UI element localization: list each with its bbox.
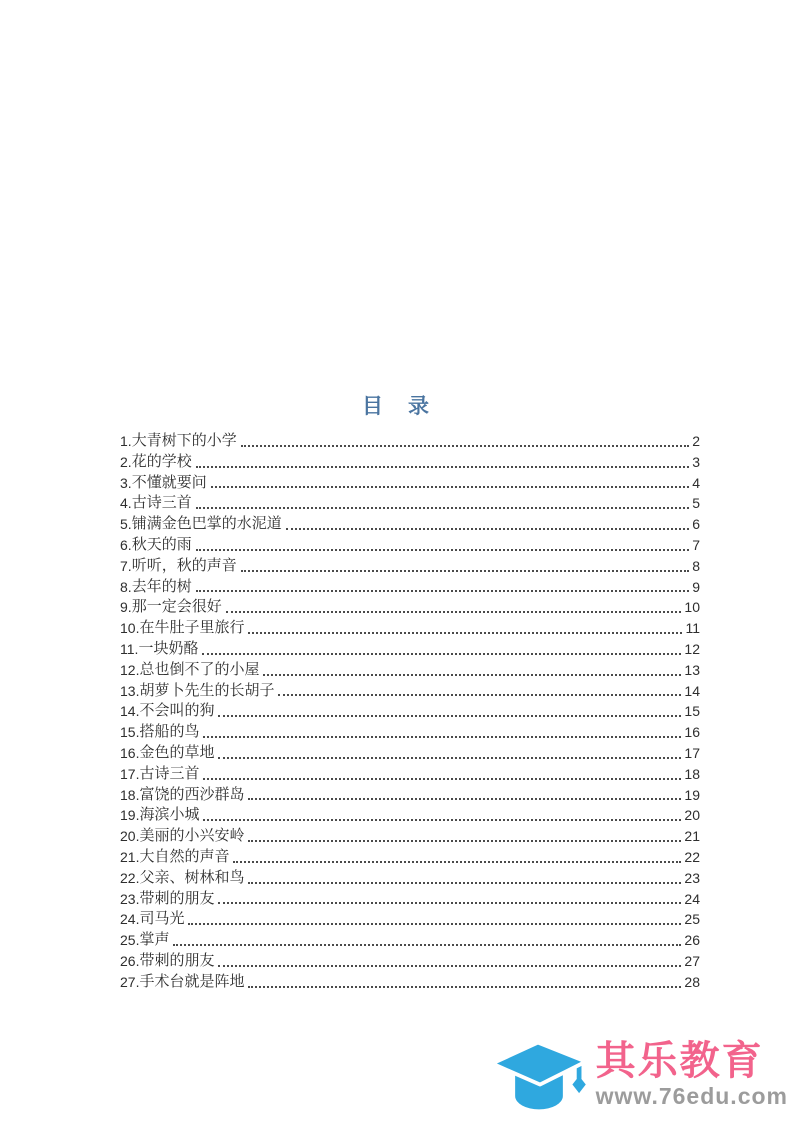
- toc-entry[interactable]: [120, 805, 700, 826]
- dot-leader: [286, 528, 690, 530]
- dot-leader: [196, 466, 690, 468]
- toc-entry-number: 6.: [120, 536, 132, 553]
- toc-entry-title: 金色的草地: [139, 744, 215, 761]
- toc-entry-title: 带刺的朋友: [139, 952, 215, 969]
- toc-entry-title: 掌声: [139, 932, 170, 949]
- toc-entry-title: 去年的树: [131, 578, 192, 595]
- toc-entry-number: 23.: [120, 890, 140, 907]
- toc-entry-number: 19.: [120, 807, 140, 824]
- toc-entry-page: 7: [692, 536, 700, 553]
- dot-leader: [218, 902, 681, 904]
- toc-entry[interactable]: [120, 722, 700, 743]
- toc-entry-title: 父亲、树林和鸟: [139, 869, 245, 886]
- dot-leader: [241, 570, 690, 572]
- toc-entry[interactable]: [120, 514, 700, 535]
- toc-entry-title: 古诗三首: [131, 495, 192, 512]
- toc-entry-number: 16.: [120, 744, 140, 761]
- toc-entry-page: 13: [684, 661, 700, 678]
- toc-entry[interactable]: [120, 597, 700, 618]
- toc-entry[interactable]: [120, 452, 700, 473]
- toc-entry-number: 10.: [120, 620, 140, 637]
- toc-entry-title: 富饶的西沙群岛: [139, 786, 245, 803]
- toc-entry[interactable]: [120, 826, 700, 847]
- toc-entry[interactable]: [120, 556, 700, 577]
- dot-leader: [248, 986, 681, 988]
- toc-entry-title: 在牛肚子里旅行: [139, 620, 245, 637]
- toc-entry[interactable]: [120, 660, 700, 681]
- dot-leader: [203, 778, 681, 780]
- toc-entry[interactable]: [120, 909, 700, 930]
- dot-leader: [248, 882, 681, 884]
- toc-entry-number: 3.: [120, 474, 132, 491]
- toc-entry[interactable]: [120, 785, 700, 806]
- toc-entry-title: 不会叫的狗: [139, 703, 215, 720]
- toc-entry[interactable]: [120, 701, 700, 722]
- toc-entry-title: 美丽的小兴安岭: [139, 828, 245, 845]
- toc-entry[interactable]: [120, 535, 700, 556]
- dot-leader: [196, 507, 690, 509]
- toc-entry-number: 1.: [120, 433, 132, 449]
- toc-entry-title: 司马光: [139, 911, 185, 928]
- dot-leader: [248, 632, 682, 634]
- toc-entry-number: 5.: [120, 516, 132, 533]
- dot-leader: [188, 923, 681, 925]
- dot-leader: [218, 715, 681, 717]
- toc-entry-number: 22.: [120, 869, 140, 886]
- toc-entry-page: 18: [684, 765, 700, 782]
- dot-leader: [263, 674, 681, 676]
- toc-entry-title: 带刺的朋友: [139, 890, 215, 907]
- toc-entry[interactable]: [120, 889, 700, 910]
- toc-entry-title: 秋天的雨: [131, 536, 192, 553]
- toc-entry-page: 15: [684, 703, 700, 720]
- brand-url[interactable]: www.76edu.com: [595, 1083, 788, 1110]
- toc-entry[interactable]: [120, 681, 700, 702]
- toc-entry-page: 20: [684, 807, 700, 824]
- toc-entry-number: 14.: [120, 703, 140, 720]
- toc-entry-page: 17: [684, 744, 700, 761]
- toc-entry-page: 22: [684, 848, 700, 865]
- brand-name: 其乐教育: [595, 1039, 764, 1084]
- brand-logo: [486, 1033, 788, 1117]
- toc-entry-page: 11: [685, 620, 700, 637]
- toc-entry-title: 海滨小城: [139, 807, 200, 824]
- toc-entry-page: 8: [692, 557, 700, 574]
- toc-entry-number: 25.: [120, 932, 140, 949]
- toc-entry-page: 14: [684, 682, 700, 699]
- dot-leader: [233, 861, 681, 863]
- toc-entry[interactable]: [120, 493, 700, 514]
- dot-leader: [196, 549, 690, 551]
- toc-entry-page: 10: [684, 599, 700, 616]
- toc-entry[interactable]: [120, 972, 700, 993]
- dot-leader: [226, 611, 682, 613]
- toc-entry-title: 古诗三首: [139, 765, 200, 782]
- toc-entry-title: 铺满金色巴掌的水泥道: [131, 516, 282, 533]
- toc-entry-page: 5: [692, 495, 700, 512]
- dot-leader: [202, 653, 681, 655]
- graduation-cap-icon: [486, 1033, 592, 1117]
- toc-entry[interactable]: [120, 473, 700, 494]
- toc-entry-title: 搭船的鸟: [139, 724, 200, 741]
- dot-leader: [241, 445, 690, 447]
- toc-entry-page: 9: [692, 578, 700, 595]
- brand-text-block: [596, 1040, 788, 1109]
- toc-entry-page: 16: [684, 724, 700, 741]
- toc-entry-title: 一块奶酪: [138, 640, 199, 657]
- toc-entry-number: 4.: [120, 495, 132, 512]
- dot-leader: [278, 694, 681, 696]
- dot-leader: [211, 486, 690, 488]
- toc-entry-page: 23: [684, 869, 700, 886]
- dot-leader: [248, 840, 681, 842]
- toc-entry-title: 胡萝卜先生的长胡子: [139, 682, 275, 699]
- toc-entry-number: 7.: [120, 557, 132, 574]
- toc-entry-page: 2: [692, 433, 700, 449]
- toc-entry[interactable]: [120, 577, 700, 598]
- toc-entry-page: 12: [684, 640, 700, 657]
- toc-entry-page: 21: [684, 828, 700, 845]
- toc-entry-number: 24.: [120, 911, 140, 928]
- toc-entry-page: 6: [692, 516, 700, 533]
- toc-entry[interactable]: [120, 847, 700, 868]
- toc-entry-title: 不懂就要问: [131, 474, 207, 491]
- toc-entry[interactable]: [120, 639, 700, 660]
- toc-entry[interactable]: [120, 868, 700, 889]
- toc-entry-number: 20.: [120, 828, 140, 845]
- toc-entry-number: 12.: [120, 661, 140, 678]
- toc-entry-page: 25: [684, 911, 700, 928]
- dot-leader: [203, 736, 681, 738]
- toc-entry-number: 2.: [120, 453, 132, 470]
- dot-leader: [203, 819, 681, 821]
- toc-entry-page: 19: [684, 786, 700, 803]
- toc-entry-title: 花的学校: [131, 453, 192, 470]
- toc-entry[interactable]: [120, 930, 700, 951]
- toc-entry-page: 27: [684, 952, 700, 969]
- toc-entry-number: 18.: [120, 786, 140, 803]
- dot-leader: [248, 798, 681, 800]
- toc-entry[interactable]: [120, 764, 700, 785]
- toc-entry-page: 28: [684, 973, 700, 990]
- toc-entry-title: 那一定会很好: [131, 599, 222, 616]
- toc-entry-number: 8.: [120, 578, 132, 595]
- toc-entry[interactable]: [120, 743, 700, 764]
- dot-leader: [218, 757, 681, 759]
- toc-entry-page: 3: [692, 453, 700, 470]
- toc-entry-title: 大青树下的小学: [131, 433, 237, 449]
- dot-leader: [218, 965, 681, 967]
- toc-entry[interactable]: [120, 431, 700, 452]
- toc-title: 目 录: [362, 394, 431, 418]
- toc-entry[interactable]: [120, 951, 700, 972]
- toc-entry-page: 4: [692, 474, 700, 491]
- toc-entry-number: 26.: [120, 952, 140, 969]
- toc-entry-title: 手术台就是阵地: [139, 973, 245, 990]
- toc-entry-page: 24: [684, 890, 700, 907]
- toc-entry-number: 21.: [120, 848, 140, 865]
- toc-entry-title: 听听，秋的声音: [131, 557, 237, 574]
- toc-entry-page: 26: [684, 932, 700, 949]
- toc-entry-number: 17.: [120, 765, 140, 782]
- dot-leader: [196, 590, 690, 592]
- toc-list: [120, 431, 700, 993]
- toc-entry-number: 13.: [120, 682, 140, 699]
- toc-entry-number: 11.: [120, 640, 139, 657]
- toc-entry-number: 15.: [120, 724, 140, 741]
- toc-entry[interactable]: [120, 618, 700, 639]
- toc-entry-number: 27.: [120, 973, 140, 990]
- toc-entry-title: 大自然的声音: [139, 848, 230, 865]
- dot-leader: [173, 944, 681, 946]
- toc-entry-number: 9.: [120, 599, 132, 616]
- toc-entry-title: 总也倒不了的小屋: [139, 661, 260, 678]
